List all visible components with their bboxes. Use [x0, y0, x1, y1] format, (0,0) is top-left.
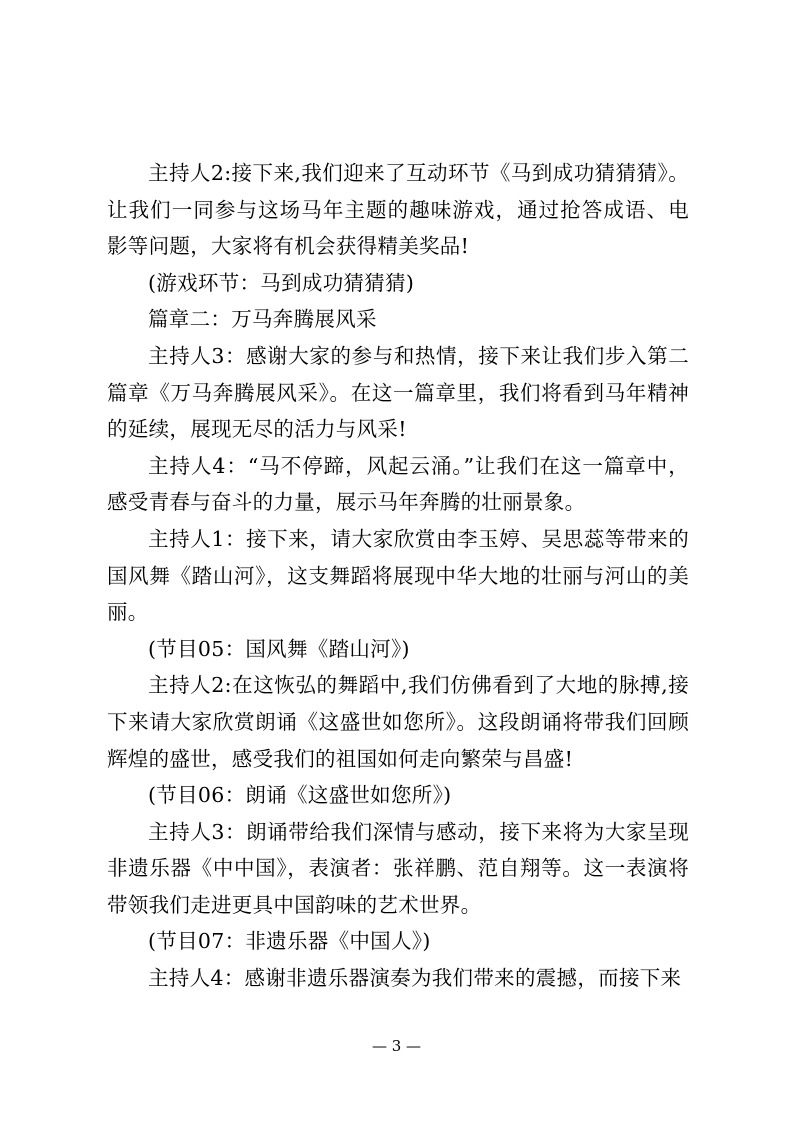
document-body	[107, 155, 689, 997]
paragraph-host3-instrument: 主持人3：朗诵带给我们深情与感动，接下来将为大家呈现非遗乐器《中中国》，表演者：张祥鹏、范自翔等。这一表演将带领我们走进更具中国韵味的艺术世界。	[107, 819, 689, 917]
paragraph-game-segment: (游戏环节：马到成功猜猜猜)	[148, 270, 415, 295]
paragraph-program-06: (节目06：朗诵《这盛世如您所》)	[148, 783, 452, 808]
paragraph-host1-dance: 主持人1：接下来，请大家欣赏由李玉婷、吴思蕊等带来的国风舞《踏山河》，这支舞蹈将展现中华大地的壮丽与河山的美丽。	[107, 526, 689, 625]
paragraph-host4-quote: 主持人4：“马不停蹄，风起云涌。”让我们在这一篇章中，感受青春与奋斗的力量，展示马年奔腾的壮丽景象。	[107, 453, 689, 515]
paragraph-chapter-two-heading: 篇章二：万马奔腾展风采	[148, 307, 377, 332]
paragraph-host3-chapter-two: 主持人3：感谢大家的参与和热情，接下来让我们步入第二篇章《万马奔腾展风采》。在这一篇章里，我们将看到马年精神的延续，展现无尽的活力与风采!	[107, 343, 689, 442]
page-number: — 3 —	[371, 1037, 422, 1055]
paragraph-host2-recitation: 主持人2:在这恢弘的舞蹈中,我们仿佛看到了大地的脉搏,接下来请大家欣赏朗诵《这盛世如您所》。这段朗诵将带我们回顾辉煌的盛世，感受我们的祖国如何走向繁荣与昌盛!	[107, 673, 689, 771]
paragraph-program-07: (节目07：非遗乐器《中国人》)	[148, 929, 431, 954]
paragraph-program-05: (节目05：国风舞《踏山河》)	[148, 636, 410, 661]
paragraph-host4-closing: 主持人4：感谢非遗乐器演奏为我们带来的震撼，而接下来	[148, 966, 682, 991]
paragraph-host2-interaction: 主持人2:接下来,我们迎来了互动环节《马到成功猜猜猜》。让我们一同参与这场马年主题的趣味游戏，通过抢答成语、电影等问题，大家将有机会获得精美奖品!	[107, 161, 689, 259]
